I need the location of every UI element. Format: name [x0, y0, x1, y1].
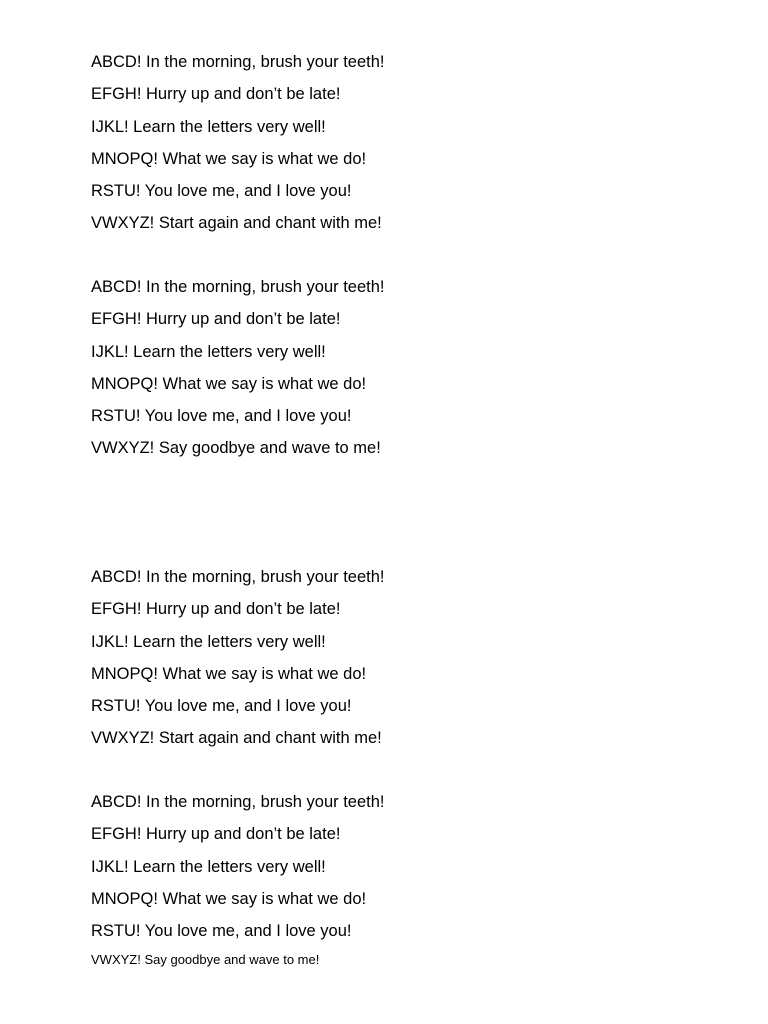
chant-line: ABCD! In the morning, brush your teeth! — [91, 793, 385, 811]
chant-line: IJKL! Learn the letters very well! — [91, 342, 326, 361]
stanza-4 — [91, 786, 384, 973]
chant-line: VWXYZ! Say goodbye and wave to me! — [91, 952, 320, 968]
chant-line: VWXYZ! Say goodbye and wave to me! — [91, 439, 381, 458]
chant-line: RSTU! You love me, and I love you! — [91, 922, 352, 941]
stanza-1 — [91, 46, 384, 240]
chant-line: MNOPQ! What we say is what we do! — [91, 889, 367, 908]
chant-line: RSTU! You love me, and I love you! — [91, 697, 352, 716]
chant-line: RSTU! You love me, and I love you! — [91, 182, 352, 201]
chant-line: RSTU! You love me, and I love you! — [91, 407, 352, 426]
chant-line: IJKL! Learn the letters very well! — [91, 117, 326, 136]
stanza-2 — [91, 271, 384, 465]
chant-line: VWXYZ! Start again and chant with me! — [91, 729, 382, 748]
chant-line: ABCD! In the morning, brush your teeth! — [91, 278, 385, 296]
chant-line: EFGH! Hurry up and don’t be late! — [91, 310, 341, 329]
chant-line: IJKL! Learn the letters very well! — [91, 632, 326, 651]
stanza-3 — [91, 561, 384, 755]
chant-line: EFGH! Hurry up and don’t be late! — [91, 85, 341, 104]
chant-line: ABCD! In the morning, brush your teeth! — [91, 53, 385, 71]
chant-line: IJKL! Learn the letters very well! — [91, 857, 326, 876]
chant-line: MNOPQ! What we say is what we do! — [91, 664, 367, 683]
chant-line: EFGH! Hurry up and don’t be late! — [91, 600, 341, 619]
chant-line: EFGH! Hurry up and don’t be late! — [91, 825, 341, 844]
chant-line: MNOPQ! What we say is what we do! — [91, 149, 367, 168]
chant-line: MNOPQ! What we say is what we do! — [91, 374, 367, 393]
chant-line: ABCD! In the morning, brush your teeth! — [91, 568, 385, 586]
chant-line: VWXYZ! Start again and chant with me! — [91, 214, 382, 233]
